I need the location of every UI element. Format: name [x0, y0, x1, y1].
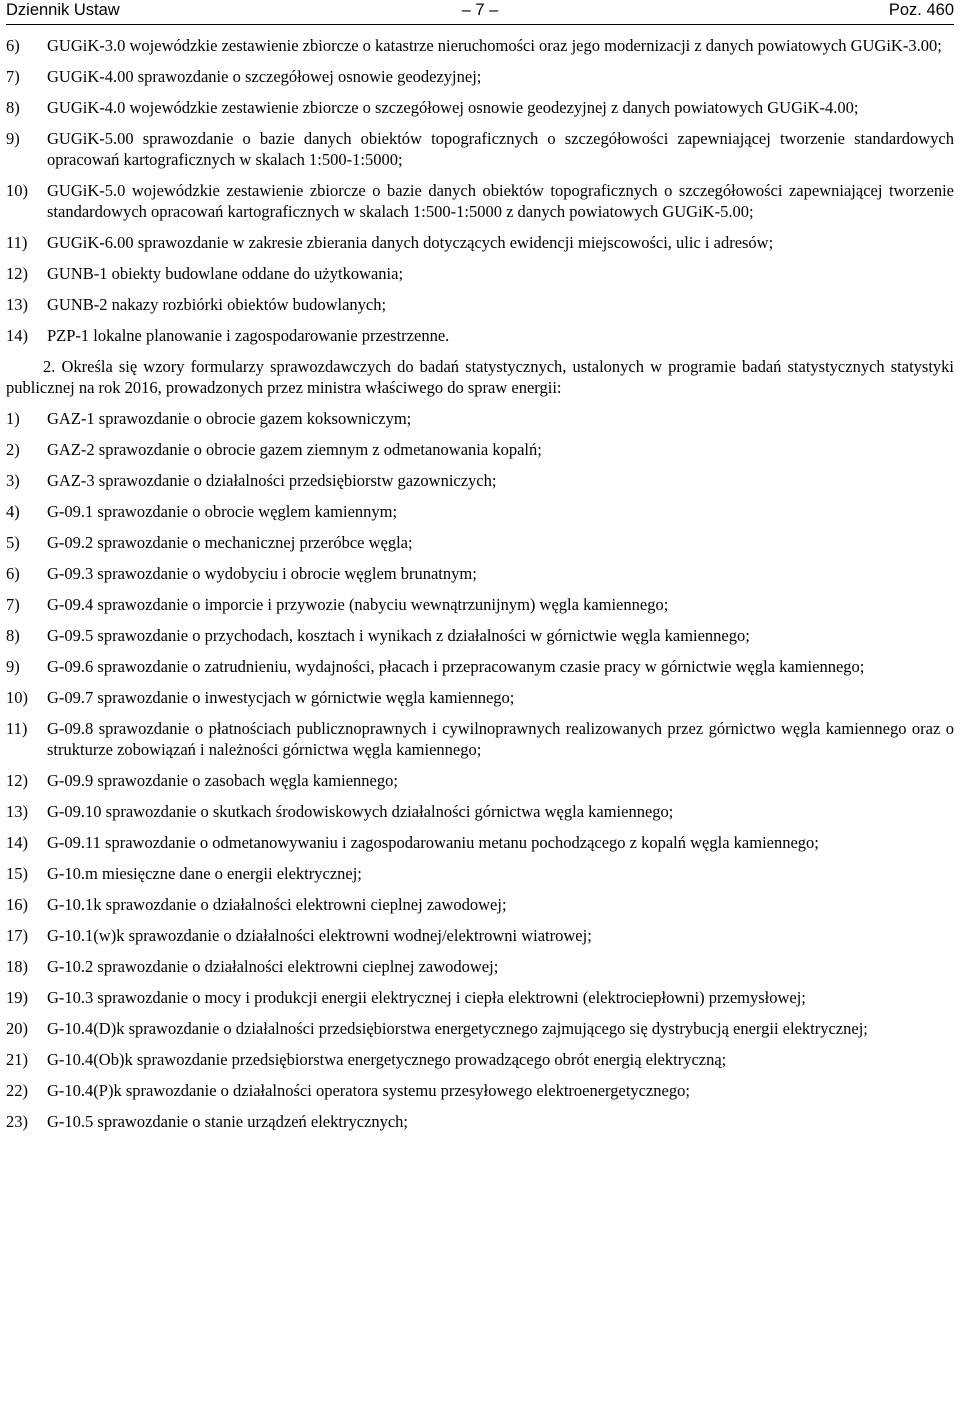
item-number: 5) [6, 533, 20, 552]
item-text: GUGiK-3.0 wojewódzkie zestawienie zbiorcze o katastrze nieruchomości oraz jego modernizacji z danych powiatowych GUGiK-3.00; [47, 36, 942, 55]
list-item [6, 128, 954, 170]
item-text: GAZ-2 sprawozdanie o obrocie gazem ziemnym z odmetanowania kopalń; [47, 440, 542, 459]
item-text: PZP-1 lokalne planowanie i zagospodarowanie przestrzenne. [47, 326, 450, 345]
item-number: 23) [6, 1112, 28, 1131]
section-paragraph: 2. Określa się wzory formularzy sprawozdawczych do badań statystycznych, ustalonych w programie badań statystycznych statystyki publicznej na rok 2016, prowadzonych przez ministra właściwego do spraw energii: [6, 357, 954, 397]
list-item [6, 1018, 954, 1039]
item-number: 10) [6, 181, 28, 200]
list-item [6, 35, 954, 56]
item-text: GUGiK-5.00 sprawozdanie o bazie danych obiektów topograficznych o szczegółowości zapewniającej tworzenie standardowych opracowań kartograficznych w skalach 1:500-1:5000; [47, 129, 954, 169]
list-item [6, 408, 954, 429]
list-item [6, 97, 954, 118]
list-item [6, 1111, 954, 1132]
list-item [6, 470, 954, 491]
item-text: G-10.5 sprawozdanie o stanie urządzeń elektrycznych; [47, 1112, 409, 1131]
item-number: 13) [6, 295, 28, 314]
list-item [6, 594, 954, 615]
item-text: GAZ-3 sprawozdanie o działalności przedsiębiorstw gazowniczych; [47, 471, 497, 490]
item-text: GUGiK-4.0 wojewódzkie zestawienie zbiorcze o szczegółowej osnowie geodezyjnej z danych powiatowych GUGiK-4.00; [47, 98, 859, 117]
item-number: 3) [6, 471, 20, 490]
item-text: G-09.2 sprawozdanie o mechanicznej przeróbce węgla; [47, 533, 413, 552]
item-number: 6) [6, 564, 20, 583]
item-text: G-09.9 sprawozdanie o zasobach węgla kamiennego; [47, 771, 398, 790]
item-text: G-10.1k sprawozdanie o działalności elektrowni cieplnej zawodowej; [47, 895, 507, 914]
item-text: G-09.1 sprawozdanie o obrocie węglem kamiennym; [47, 502, 398, 521]
item-number: 10) [6, 688, 28, 707]
list-item [6, 180, 954, 222]
item-number: 7) [6, 67, 20, 86]
item-number: 12) [6, 771, 28, 790]
item-text: G-09.3 sprawozdanie o wydobyciu i obrocie węglem brunatnym; [47, 564, 477, 583]
list-gugik [6, 35, 954, 346]
item-number: 20) [6, 1019, 28, 1038]
list-item [6, 687, 954, 708]
list-item [6, 232, 954, 253]
item-number: 15) [6, 864, 28, 883]
list-item [6, 832, 954, 853]
item-text: G-10.4(D)k sprawozdanie o działalności przedsiębiorstwa energetycznego zajmującego się dystrybucją energii elektrycznej; [47, 1019, 868, 1038]
item-text: G-10.3 sprawozdanie o mocy i produkcji energii elektrycznej i ciepła elektrowni (elektrociepłowni) przemysłowej; [47, 988, 806, 1007]
item-number: 6) [6, 36, 20, 55]
item-text: G-10.4(Ob)k sprawozdanie przedsiębiorstwa energetycznego prowadzącego obrót energią elektryczną; [47, 1050, 727, 1069]
item-text: G-10.1(w)k sprawozdanie o działalności elektrowni wodnej/elektrowni wiatrowej; [47, 926, 592, 945]
item-number: 19) [6, 988, 28, 1007]
item-number: 8) [6, 626, 20, 645]
item-text: G-09.10 sprawozdanie o skutkach środowiskowych działalności górnictwa węgla kamiennego; [47, 802, 674, 821]
item-text: G-10.4(P)k sprawozdanie o działalności operatora systemu przesyłowego elektroenergetycznego; [47, 1081, 690, 1100]
item-number: 17) [6, 926, 28, 945]
list-item [6, 770, 954, 791]
list-item [6, 656, 954, 677]
list-item [6, 294, 954, 315]
item-text: GUGiK-6.00 sprawozdanie w zakresie zbierania danych dotyczących ewidencji miejscowości, ulic i adresów; [47, 233, 774, 252]
item-text: GUNB-1 obiekty budowlane oddane do użytkowania; [47, 264, 404, 283]
item-number: 13) [6, 802, 28, 821]
list-item [6, 925, 954, 946]
item-text: G-10.2 sprawozdanie o działalności elektrowni cieplnej zawodowej; [47, 957, 499, 976]
journal-name: Dziennik Ustaw [6, 1, 120, 19]
list-item [6, 1049, 954, 1070]
list-item [6, 563, 954, 584]
item-text: GAZ-1 sprawozdanie o obrocie gazem koksowniczym; [47, 409, 412, 428]
list-item [6, 625, 954, 646]
item-number: 8) [6, 98, 20, 117]
position-number: Poz. 460 [888, 1, 954, 19]
item-number: 14) [6, 833, 28, 852]
page-header [6, 0, 954, 25]
item-number: 7) [6, 595, 20, 614]
list-item [6, 325, 954, 346]
list-item [6, 532, 954, 553]
item-number: 18) [6, 957, 28, 976]
item-number: 4) [6, 502, 20, 521]
item-text: G-09.6 sprawozdanie o zatrudnieniu, wydajności, płacach i przepracowanym czasie pracy w górnictwie węgla kamiennego; [47, 657, 865, 676]
item-number: 22) [6, 1081, 28, 1100]
item-text: G-09.4 sprawozdanie o imporcie i przywozie (nabyciu wewnątrzunijnym) węgla kamiennego; [47, 595, 669, 614]
item-text: G-09.11 sprawozdanie o odmetanowywaniu i zagospodarowaniu metanu pochodzącego z kopalń węgla kamiennego; [47, 833, 819, 852]
item-text: G-10.m miesięczne dane o energii elektrycznej; [47, 864, 362, 883]
item-number: 16) [6, 895, 28, 914]
list-item [6, 66, 954, 87]
list-item [6, 863, 954, 884]
list-item [6, 439, 954, 460]
item-number: 14) [6, 326, 28, 345]
item-text: GUNB-2 nakazy rozbiórki obiektów budowlanych; [47, 295, 387, 314]
page-number: – 7 – [461, 1, 499, 19]
item-number: 11) [6, 233, 28, 252]
item-number: 11) [6, 719, 28, 738]
list-item [6, 987, 954, 1008]
list-item [6, 1080, 954, 1101]
item-text: G-09.8 sprawozdanie o płatnościach publicznoprawnych i cywilnoprawnych realizowanych przez górnictwo węgla kamiennego oraz o strukturze zobowiązań i należności górnictwa węgla kamiennego; [47, 719, 954, 759]
list-item [6, 956, 954, 977]
list-item [6, 801, 954, 822]
list-item [6, 263, 954, 284]
item-number: 2) [6, 440, 20, 459]
item-text: G-09.5 sprawozdanie o przychodach, kosztach i wynikach z działalności w górnictwie węgla kamiennego; [47, 626, 750, 645]
item-number: 9) [6, 657, 20, 676]
item-number: 12) [6, 264, 28, 283]
item-number: 9) [6, 129, 20, 148]
item-number: 1) [6, 409, 20, 428]
item-number: 21) [6, 1050, 28, 1069]
item-text: GUGiK-5.0 wojewódzkie zestawienie zbiorcze o bazie danych obiektów topograficznych o szczegółowości zapewniającej tworzenie standardowych opracowań kartograficznych w skalach 1:500-1:5000 z danych powiatowych GUGiK-5.00; [47, 181, 954, 221]
item-text: G-09.7 sprawozdanie o inwestycjach w górnictwie węgla kamiennego; [47, 688, 515, 707]
item-text: GUGiK-4.00 sprawozdanie o szczegółowej osnowie geodezyjnej; [47, 67, 482, 86]
list-item [6, 501, 954, 522]
list-energy [6, 408, 954, 1132]
list-item [6, 894, 954, 915]
list-item [6, 718, 954, 760]
